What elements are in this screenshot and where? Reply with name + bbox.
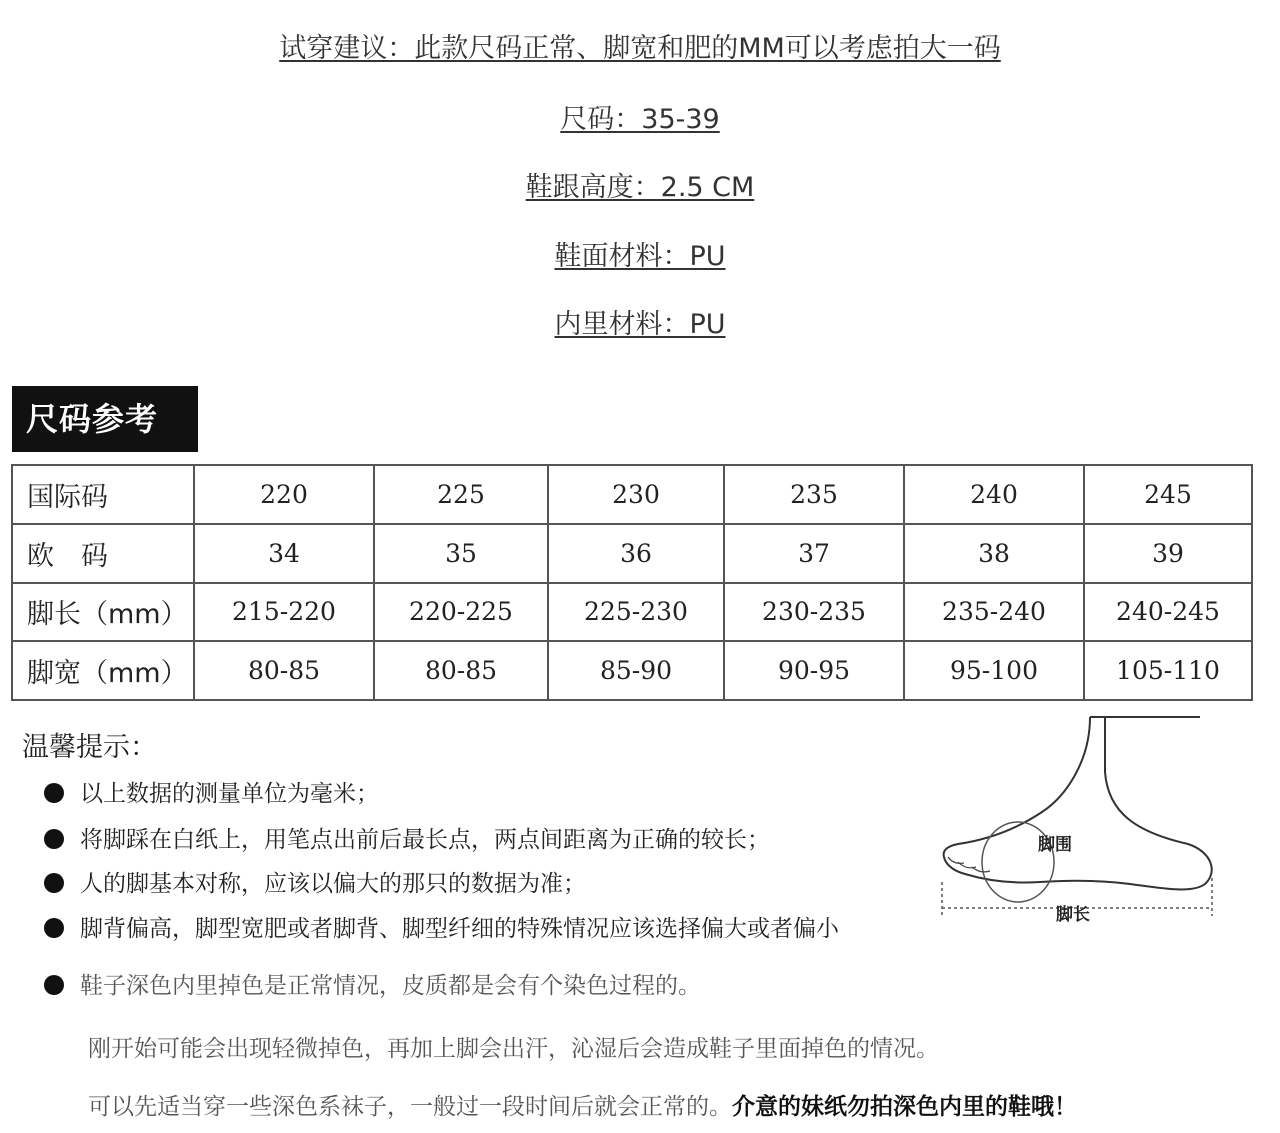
table-cell: 230-235	[724, 583, 904, 642]
table-cell: 34	[194, 524, 374, 583]
table-cell: 225	[374, 465, 548, 524]
table-cell: 215-220	[194, 583, 374, 642]
table-row	[12, 641, 1252, 700]
table-cell: 37	[724, 524, 904, 583]
tip-item: 将脚踩在白纸上，用笔点出前后最长点，两点间距离为正确的较长；	[44, 824, 770, 856]
upper-material: 鞋面材料：PU	[554, 241, 726, 272]
bullet-icon	[44, 918, 64, 938]
size-table	[11, 464, 1253, 701]
table-cell: 235	[724, 465, 904, 524]
tip-item: 人的脚基本对称，应该以偏大的那只的数据为准；	[44, 868, 586, 900]
table-row	[12, 524, 1252, 583]
table-row	[12, 583, 1252, 642]
size-range: 尺码：35-39	[560, 104, 720, 135]
tip-item: 鞋子深色内里掉色是正常情况，皮质都是会有个染色过程的。	[44, 970, 701, 1002]
row-label: 脚长（mm）	[12, 583, 194, 642]
table-cell: 105-110	[1084, 641, 1252, 700]
size-reference-title: 尺码参考	[12, 386, 198, 452]
table-cell: 80-85	[374, 641, 548, 700]
tip-item: 以上数据的测量单位为毫米；	[44, 778, 379, 810]
table-cell: 240	[904, 465, 1084, 524]
table-cell: 220	[194, 465, 374, 524]
fit-advice: 试穿建议：此款尺码正常、脚宽和肥的MM可以考虑拍大一码	[279, 33, 1001, 64]
table-cell: 235-240	[904, 583, 1084, 642]
row-label: 国际码	[12, 465, 194, 524]
table-cell: 36	[548, 524, 724, 583]
table-cell: 85-90	[548, 641, 724, 700]
lining-material: 内里材料：PU	[554, 309, 726, 340]
table-row	[12, 465, 1252, 524]
foot-length-label: 脚长	[1056, 905, 1090, 925]
table-cell: 38	[904, 524, 1084, 583]
table-cell: 39	[1084, 524, 1252, 583]
table-cell: 35	[374, 524, 548, 583]
foot-diagram	[930, 712, 1220, 932]
table-cell: 240-245	[1084, 583, 1252, 642]
foot-girth-label: 脚围	[1038, 835, 1072, 855]
tips-title: 温馨提示：	[22, 732, 157, 763]
foot-outline-icon	[930, 712, 1220, 932]
note-line-1: 刚开始可能会出现轻微掉色，再加上脚会出汗，沁湿后会造成鞋子里面掉色的情况。	[88, 1036, 939, 1062]
table-cell: 220-225	[374, 583, 548, 642]
heel-height: 鞋跟高度：2.5 CM	[525, 172, 755, 203]
tip-item: 脚背偏高，脚型宽肥或者脚背、脚型纤细的特殊情况应该选择偏大或者偏小	[44, 913, 839, 945]
row-label: 脚宽（mm）	[12, 641, 194, 700]
bullet-icon	[44, 975, 64, 995]
note-line-2: 可以先适当穿一些深色系袜子，一般过一段时间后就会正常的。介意的妹纸勿拍深色内里的鞋哦！	[88, 1094, 1077, 1120]
table-cell: 225-230	[548, 583, 724, 642]
row-label: 欧 码	[12, 524, 194, 583]
bullet-icon	[44, 873, 64, 893]
table-cell: 80-85	[194, 641, 374, 700]
table-cell: 245	[1084, 465, 1252, 524]
table-cell: 230	[548, 465, 724, 524]
bullet-icon	[44, 829, 64, 849]
table-cell: 90-95	[724, 641, 904, 700]
bullet-icon	[44, 783, 64, 803]
table-cell: 95-100	[904, 641, 1084, 700]
